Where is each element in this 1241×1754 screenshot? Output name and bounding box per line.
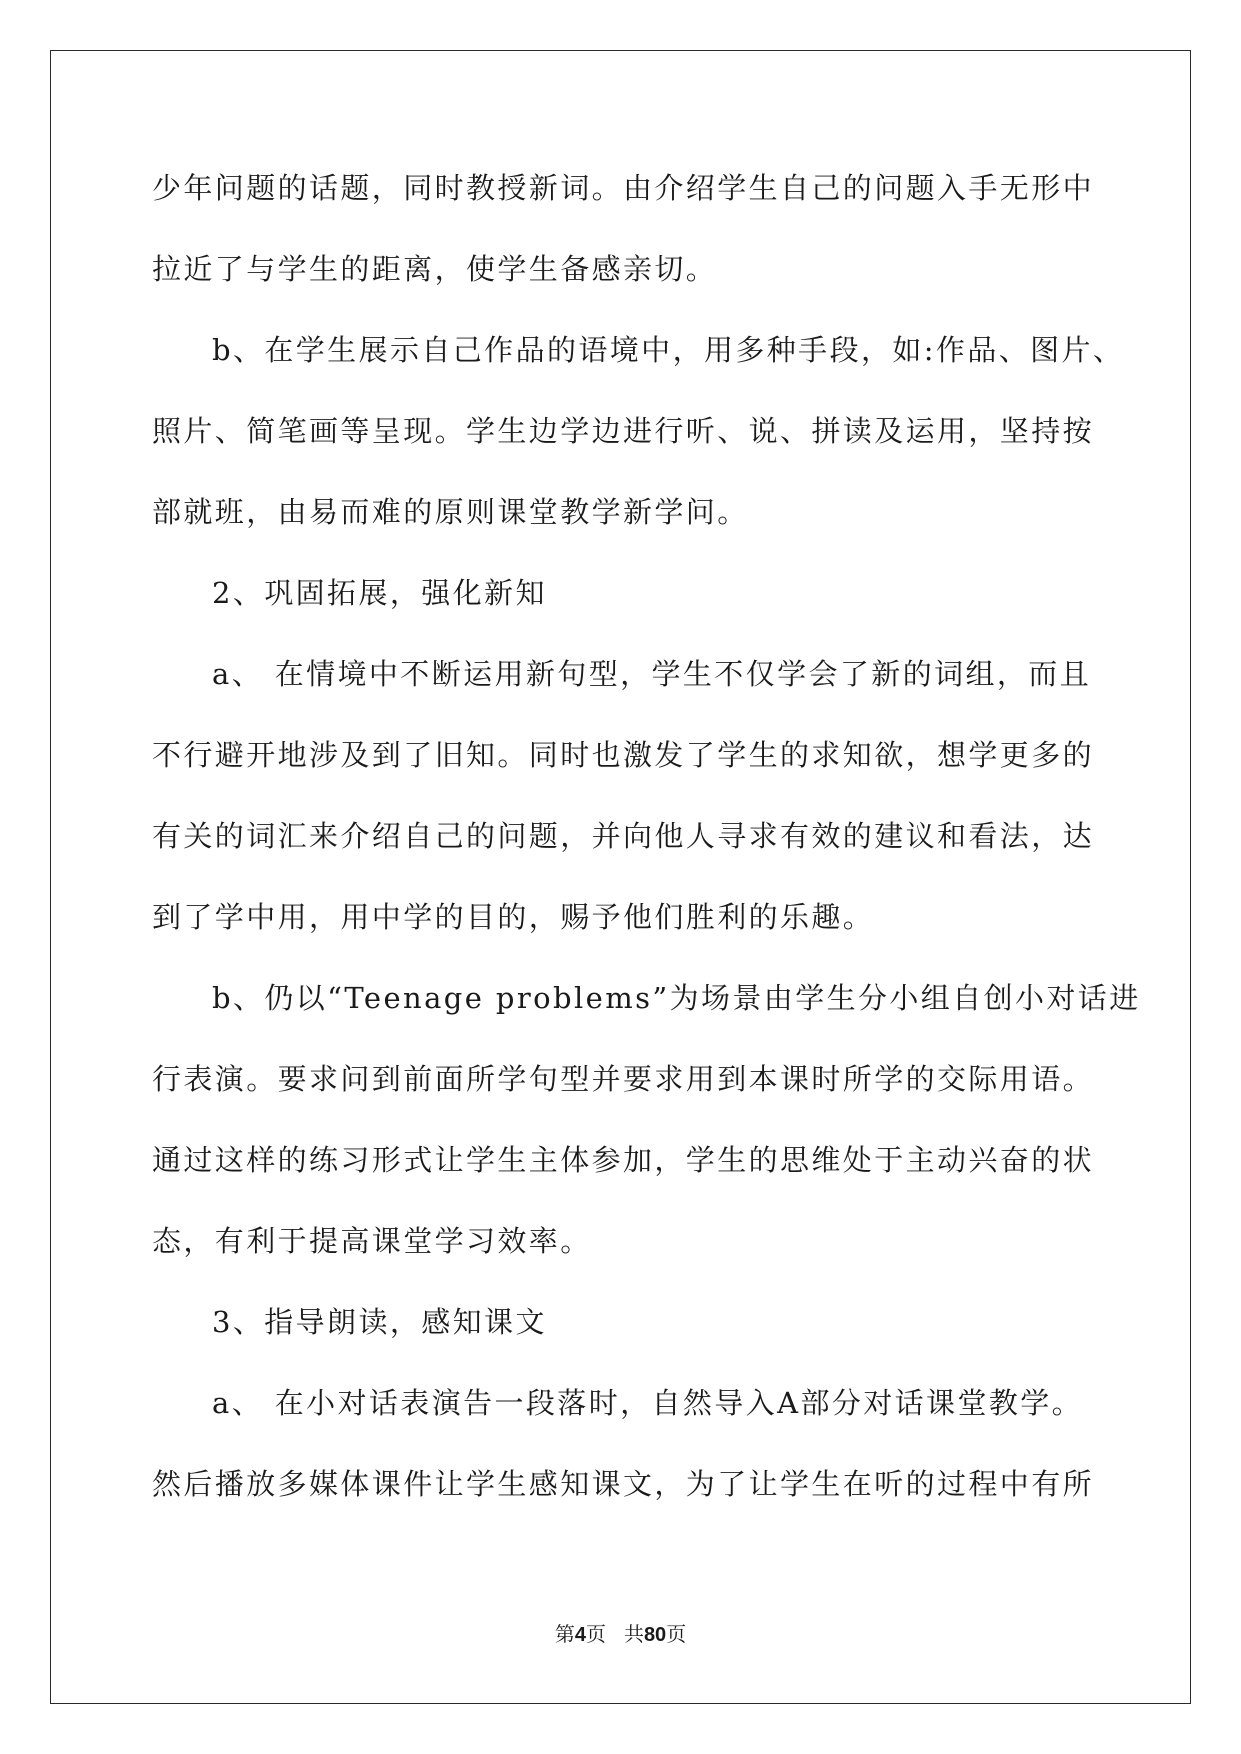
page-footer [0, 1622, 1241, 1648]
text-line-8: 不行避开地涉及到了旧知。同时也激发了学生的求知欲，想学更多的 [152, 738, 1095, 772]
footer-page-number: 4 [574, 1624, 586, 1646]
section-heading-2: 2、巩固拓展，强化新知 [212, 576, 547, 610]
text-line-2: 拉近了与学生的距离，使学生备感亲切。 [152, 252, 718, 286]
text-line-14: 态，有利于提高课堂学习效率。 [152, 1224, 592, 1258]
text-line-3: b、在学生展示自己作品的语境中，用多种手段，如:作品、图片、 [212, 333, 1125, 367]
footer-total-suffix: 页 [666, 1624, 687, 1646]
footer-page-suffix: 页 [585, 1624, 606, 1646]
section-heading-3: 3、指导朗读，感知课文 [212, 1305, 547, 1339]
text-line-16: a、 在小对话表演告一段落时，自然导入A部分对话课堂教学。 [212, 1386, 1084, 1420]
text-line-9: 有关的词汇来介绍自己的问题，并向他人寻求有效的建议和看法，达 [152, 819, 1095, 853]
text-line-17: 然后播放多媒体课件让学生感知课文，为了让学生在听的过程中有所 [152, 1467, 1095, 1501]
footer-page-prefix: 第 [554, 1624, 575, 1646]
text-line-13: 通过这样的练习形式让学生主体参加，学生的思维处于主动兴奋的状 [152, 1143, 1095, 1177]
text-line-1: 少年问题的话题，同时教授新词。由介绍学生自己的问题入手无形中 [152, 171, 1095, 205]
text-line-12: 行表演。要求问到前面所学句型并要求用到本课时所学的交际用语。 [152, 1062, 1095, 1096]
text-line-4: 照片、简笔画等呈现。学生边学边进行听、说、拼读及运用，坚持按 [152, 414, 1095, 448]
text-line-10: 到了学中用，用中学的目的，赐予他们胜利的乐趣。 [152, 900, 875, 934]
text-line-7: a、 在情境中不断运用新句型，学生不仅学会了新的词组，而且 [212, 657, 1092, 691]
page-frame [50, 50, 1191, 1704]
text-line-5: 部就班，由易而难的原则课堂教学新学问。 [152, 495, 749, 529]
footer-total-number: 80 [643, 1624, 667, 1646]
footer-total-prefix: 共 [623, 1624, 644, 1646]
text-line-11: b、仍以“Teenage problems”为场景由学生分小组自创小对话进 [212, 981, 1141, 1015]
